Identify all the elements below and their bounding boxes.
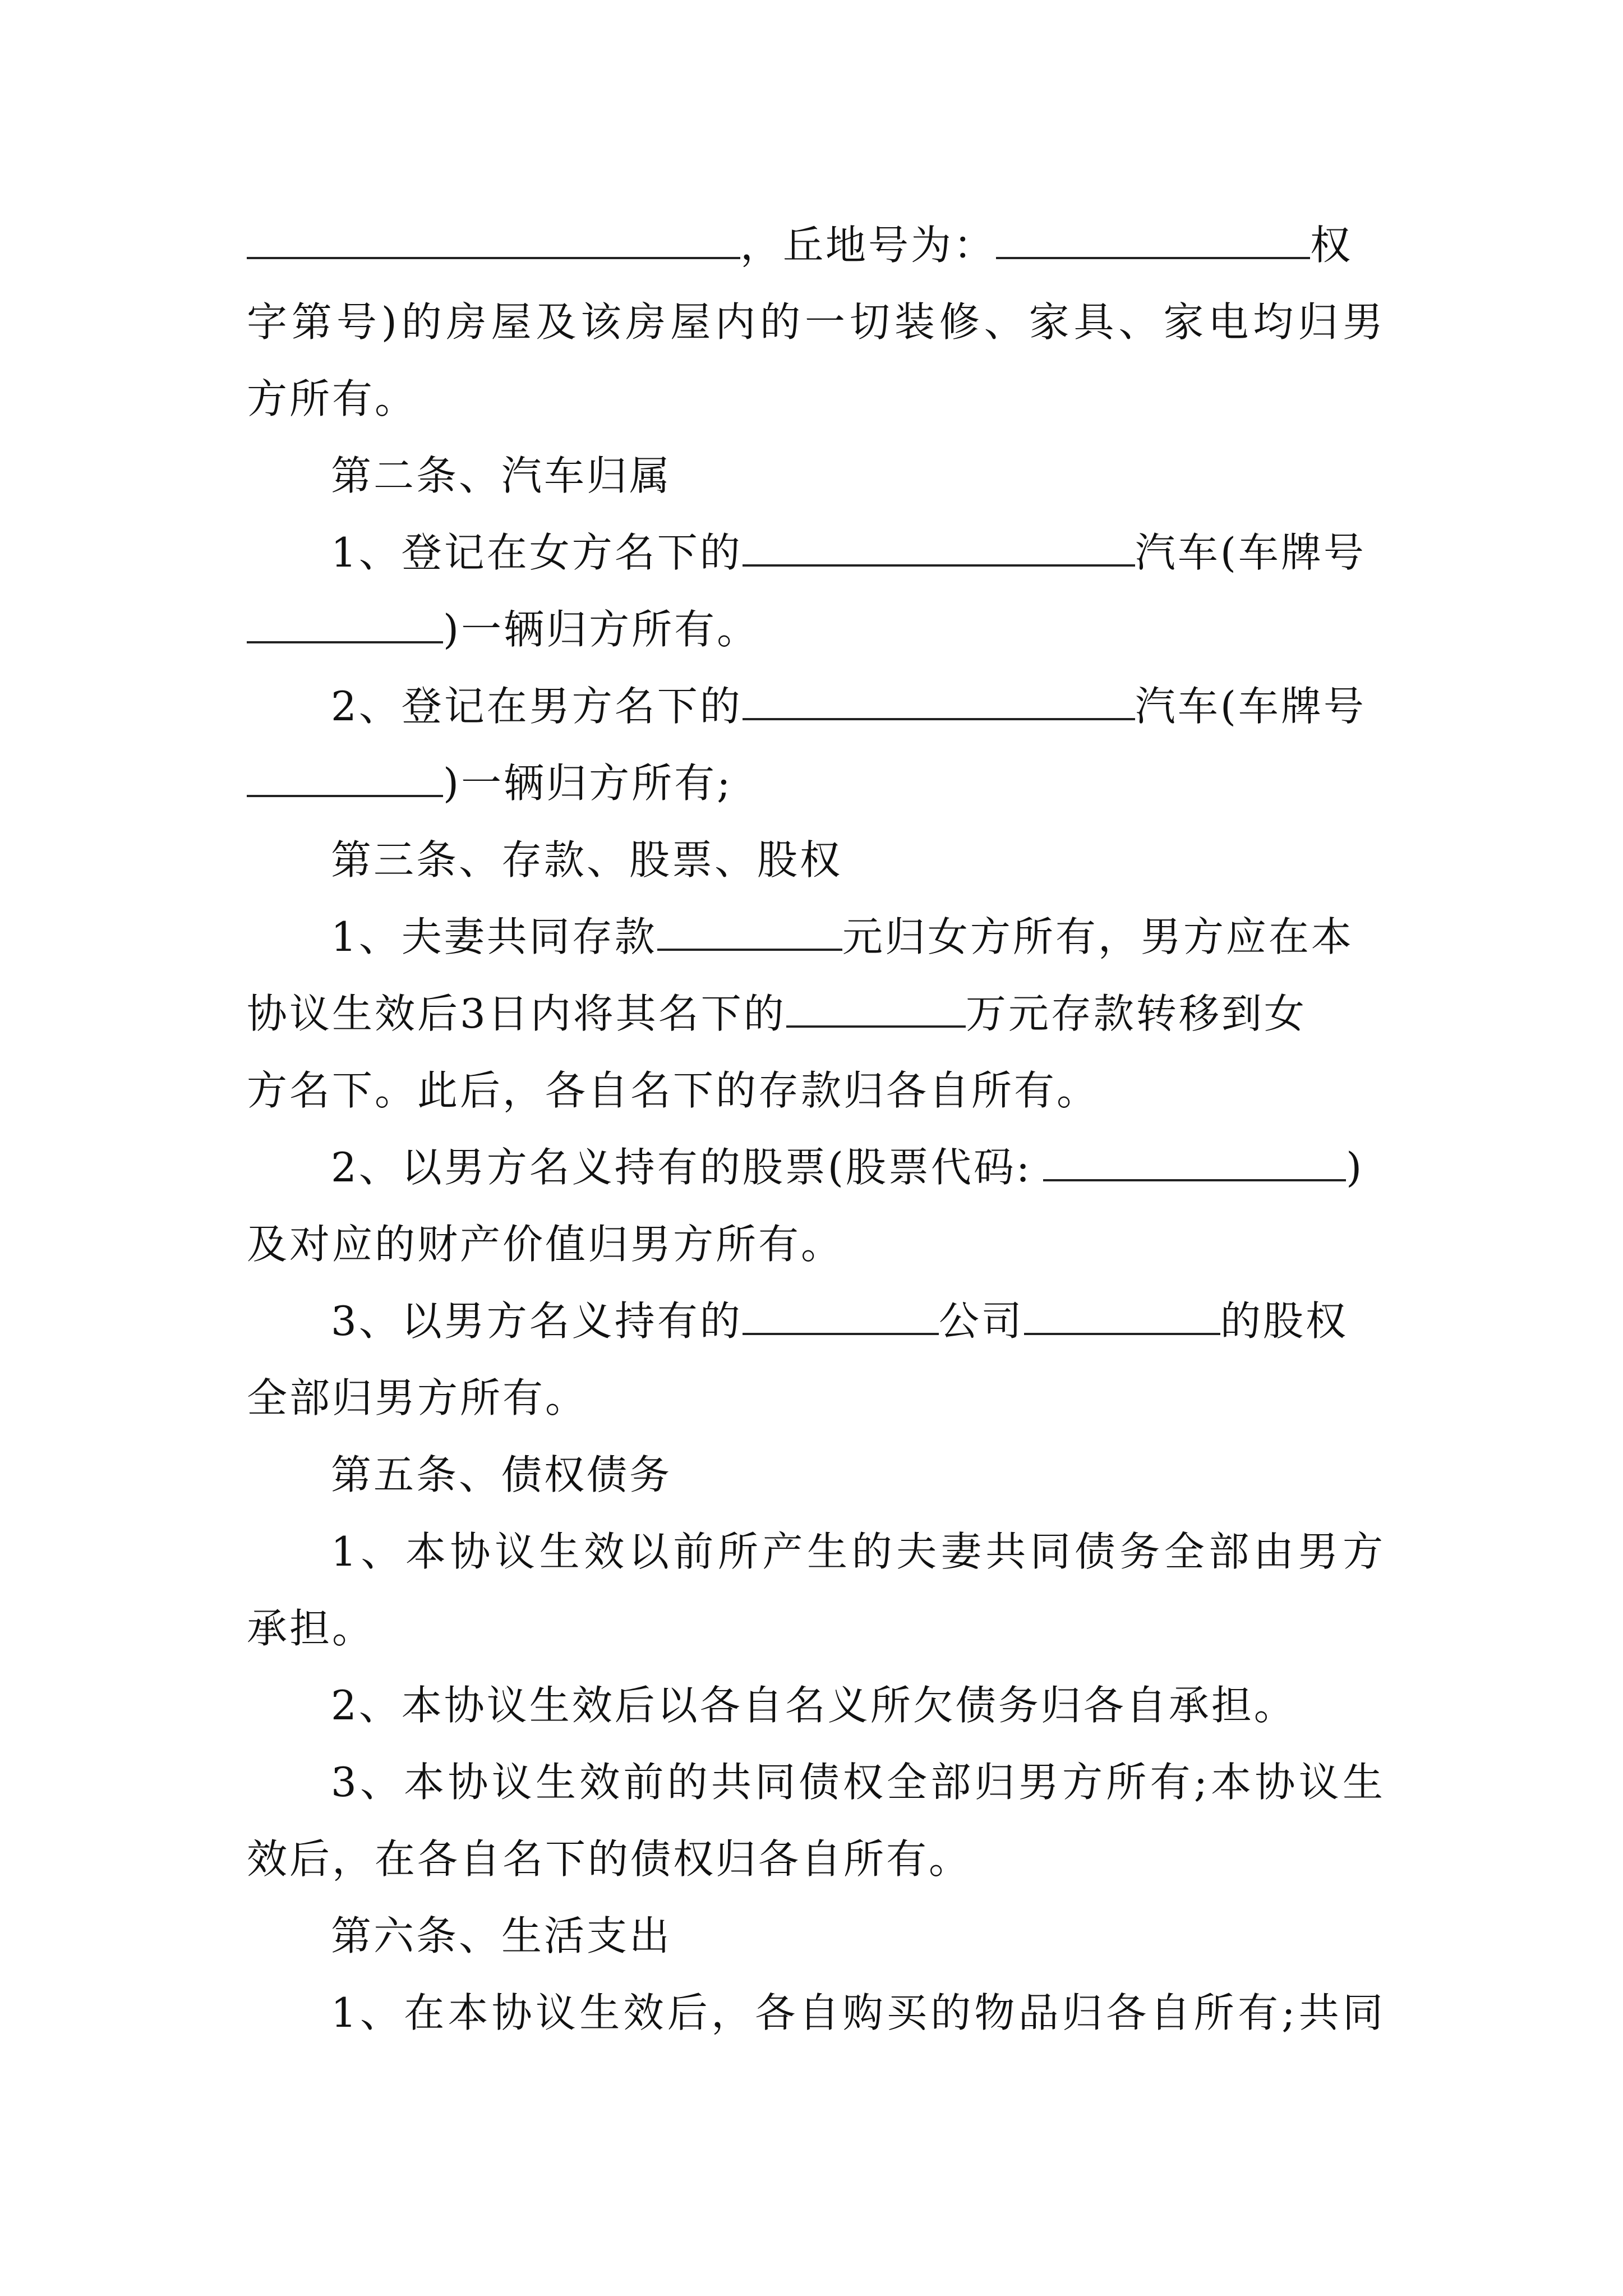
text-line [247, 293, 1385, 351]
text-segment: )一辆归方所有。 [443, 606, 760, 653]
fill-in-blank[interactable] [247, 606, 443, 643]
text-segment: )一辆归方所有; [443, 760, 733, 807]
text-segment: 1、登记在女方名下的 [331, 529, 743, 576]
text-line [247, 1061, 1385, 1120]
text-segment: 2、以男方名义持有的股票(股票代码: [331, 1144, 1032, 1191]
fill-in-blank[interactable] [657, 914, 842, 951]
text-line [247, 984, 1385, 1043]
fill-in-blank[interactable] [1043, 1144, 1346, 1181]
text-segment: ) [1346, 1144, 1364, 1191]
fill-in-blank[interactable] [247, 222, 740, 259]
text-line [247, 1676, 1385, 1734]
text-line [247, 1369, 1385, 1427]
text-segment: 第二条、汽车归属 [331, 452, 672, 499]
text-line [247, 908, 1385, 966]
fill-in-blank[interactable] [786, 991, 966, 1028]
text-segment: 的股权 [1220, 1297, 1348, 1345]
fill-in-blank[interactable] [247, 760, 443, 797]
text-segment: 第五条、债权债务 [331, 1451, 672, 1498]
fill-in-blank[interactable] [743, 683, 1135, 720]
text-segment: 元归女方所有，男方应在本 [842, 913, 1354, 960]
fill-in-blank[interactable] [743, 530, 1135, 567]
text-segment: 3、本协议生效前的共同债权全部归男方所有;本协议生 [331, 1759, 1385, 1806]
fill-in-blank[interactable] [1024, 1298, 1220, 1335]
text-segment: 1、在本协议生效后，各自购买的物品归各自所有;共同 [331, 1989, 1385, 2036]
section-heading [247, 447, 1385, 505]
text-line [247, 1215, 1385, 1273]
section-heading [247, 1907, 1385, 1965]
text-line [247, 523, 1385, 582]
text-line [247, 370, 1385, 428]
text-segment: 字第号)的房屋及该房屋内的一切装修、家具、家电均归男 [247, 298, 1385, 346]
text-segment: 权 [1310, 222, 1353, 269]
text-line [247, 1830, 1385, 1888]
text-segment: 汽车(车牌号 [1135, 683, 1366, 730]
text-segment: 3、以男方名义持有的 [331, 1297, 743, 1345]
text-segment: 1、夫妻共同存款 [331, 913, 657, 960]
text-segment: 第三条、存款、股票、股权 [331, 836, 843, 884]
text-line [247, 600, 1385, 659]
text-line [247, 1522, 1385, 1581]
text-segment: 协议生效后3日内将其名下的 [247, 990, 786, 1037]
text-line [247, 677, 1385, 735]
fill-in-blank[interactable] [996, 222, 1310, 259]
text-segment: 公司 [938, 1297, 1024, 1345]
section-heading [247, 1446, 1385, 1504]
text-line [247, 216, 1385, 274]
text-segment: 第六条、生活支出 [331, 1912, 672, 1959]
text-segment: 1、本协议生效以前所产生的夫妻共同债务全部由男方 [331, 1528, 1385, 1575]
text-segment: 方所有。 [247, 375, 418, 422]
text-line [247, 754, 1385, 812]
text-segment: 方名下。此后，各自名下的存款归各自所有。 [247, 1067, 1100, 1114]
text-segment: 2、登记在男方名下的 [331, 683, 743, 730]
text-segment: 效后，在各自名下的债权归各自所有。 [247, 1835, 972, 1883]
text-line [247, 1138, 1385, 1197]
section-heading [247, 831, 1385, 889]
text-line [247, 1984, 1385, 2042]
text-segment: 万元存款转移到女 [965, 990, 1307, 1037]
text-segment: 2、本协议生效后以各自名义所欠债务归各自承担。 [331, 1682, 1297, 1729]
text-segment: 承担。 [247, 1605, 375, 1652]
text-line [247, 1753, 1385, 1811]
fill-in-blank[interactable] [743, 1298, 939, 1335]
text-segment: 汽车(车牌号 [1135, 529, 1366, 576]
text-segment: ，丘地号为： [740, 222, 997, 269]
text-line [247, 1599, 1385, 1658]
text-segment: 全部归男方所有。 [247, 1374, 588, 1421]
text-segment: 及对应的财产价值归男方所有。 [247, 1221, 844, 1268]
text-line [247, 1292, 1385, 1350]
